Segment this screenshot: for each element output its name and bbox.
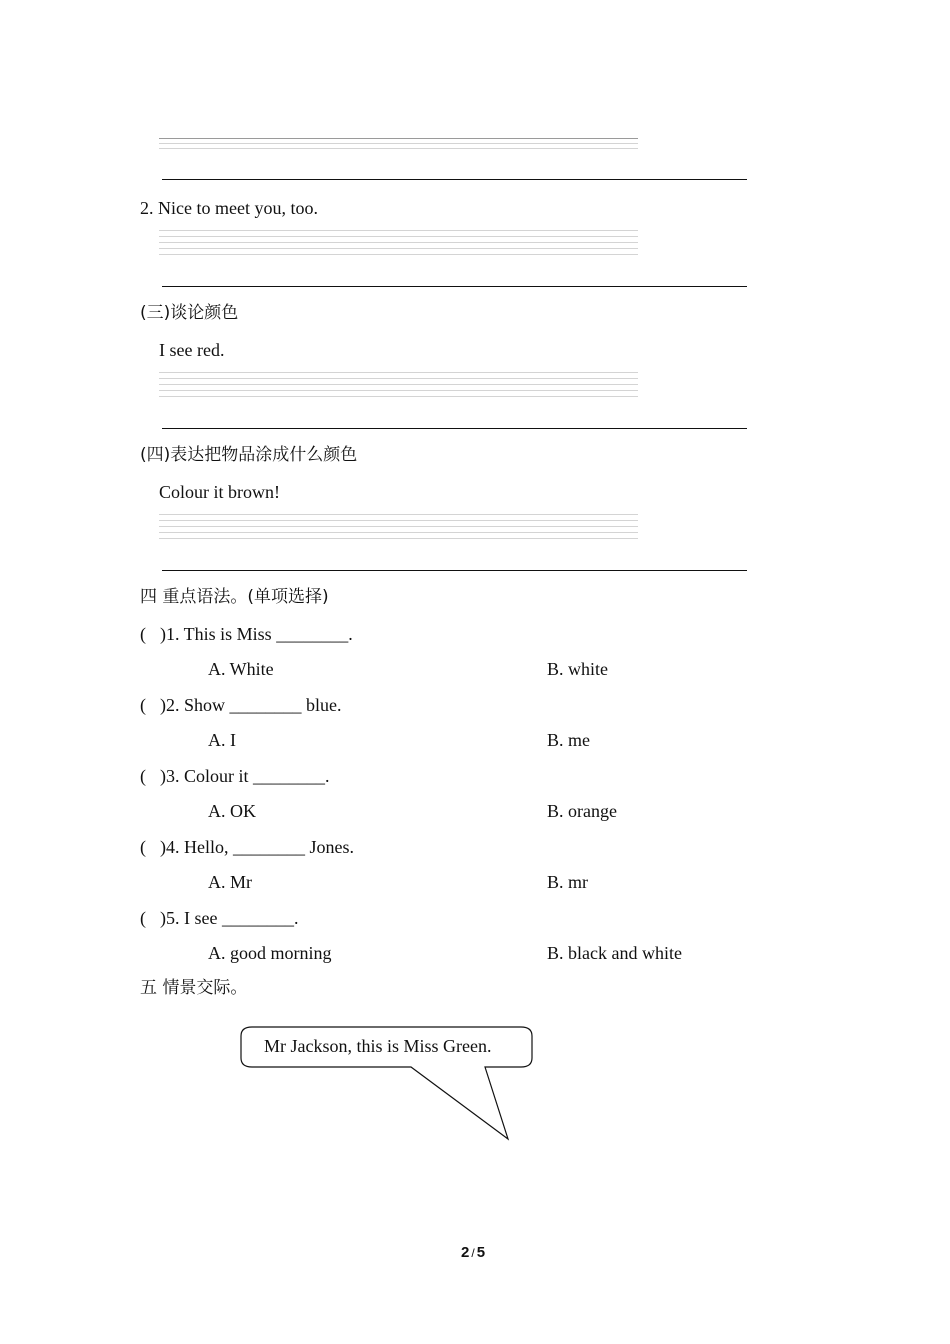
answer-paren[interactable]: (: [140, 766, 146, 786]
option-a[interactable]: A. OK: [208, 801, 256, 821]
current-page: 2: [461, 1244, 470, 1261]
option-b[interactable]: B. white: [547, 659, 608, 679]
section-5-heading: 五 情景交际。: [140, 978, 248, 998]
question-stem: )2. Show ________ blue.: [160, 695, 342, 715]
option-a[interactable]: A. good morning: [208, 943, 332, 963]
page-separator: /: [471, 1246, 475, 1260]
option-b[interactable]: B. me: [547, 730, 590, 750]
question-stem: )5. I see ________.: [160, 908, 299, 928]
answer-paren[interactable]: (: [140, 695, 146, 715]
question-stem: )3. Colour it ________.: [160, 766, 330, 786]
option-a[interactable]: A. I: [208, 730, 236, 750]
page-number: [461, 1245, 485, 1260]
option-a[interactable]: A. White: [208, 659, 274, 679]
answer-paren[interactable]: (: [140, 624, 146, 644]
speech-bubble-text: Mr Jackson, this is Miss Green.: [264, 1036, 492, 1056]
subsection-3-sentence: I see red.: [159, 340, 225, 360]
subsection-4-sentence: Colour it brown!: [159, 482, 280, 502]
option-b[interactable]: B. black and white: [547, 943, 682, 963]
answer-paren[interactable]: (: [140, 908, 146, 928]
option-b[interactable]: B. orange: [547, 801, 617, 821]
question-stem: )1. This is Miss ________.: [160, 624, 353, 644]
total-pages: 5: [476, 1244, 486, 1261]
subsection-4-heading: (四)表达把物品涂成什么颜色: [140, 445, 358, 465]
question-stem: )4. Hello, ________ Jones.: [160, 837, 354, 857]
answer-paren[interactable]: (: [140, 837, 146, 857]
section-4-heading: 四 重点语法。(单项选择): [140, 587, 329, 607]
option-a[interactable]: A. Mr: [208, 872, 252, 892]
writing-item-2: 2. Nice to meet you, too.: [140, 198, 318, 218]
subsection-3-heading: (三)谈论颜色: [140, 303, 239, 323]
option-b[interactable]: B. mr: [547, 872, 589, 892]
